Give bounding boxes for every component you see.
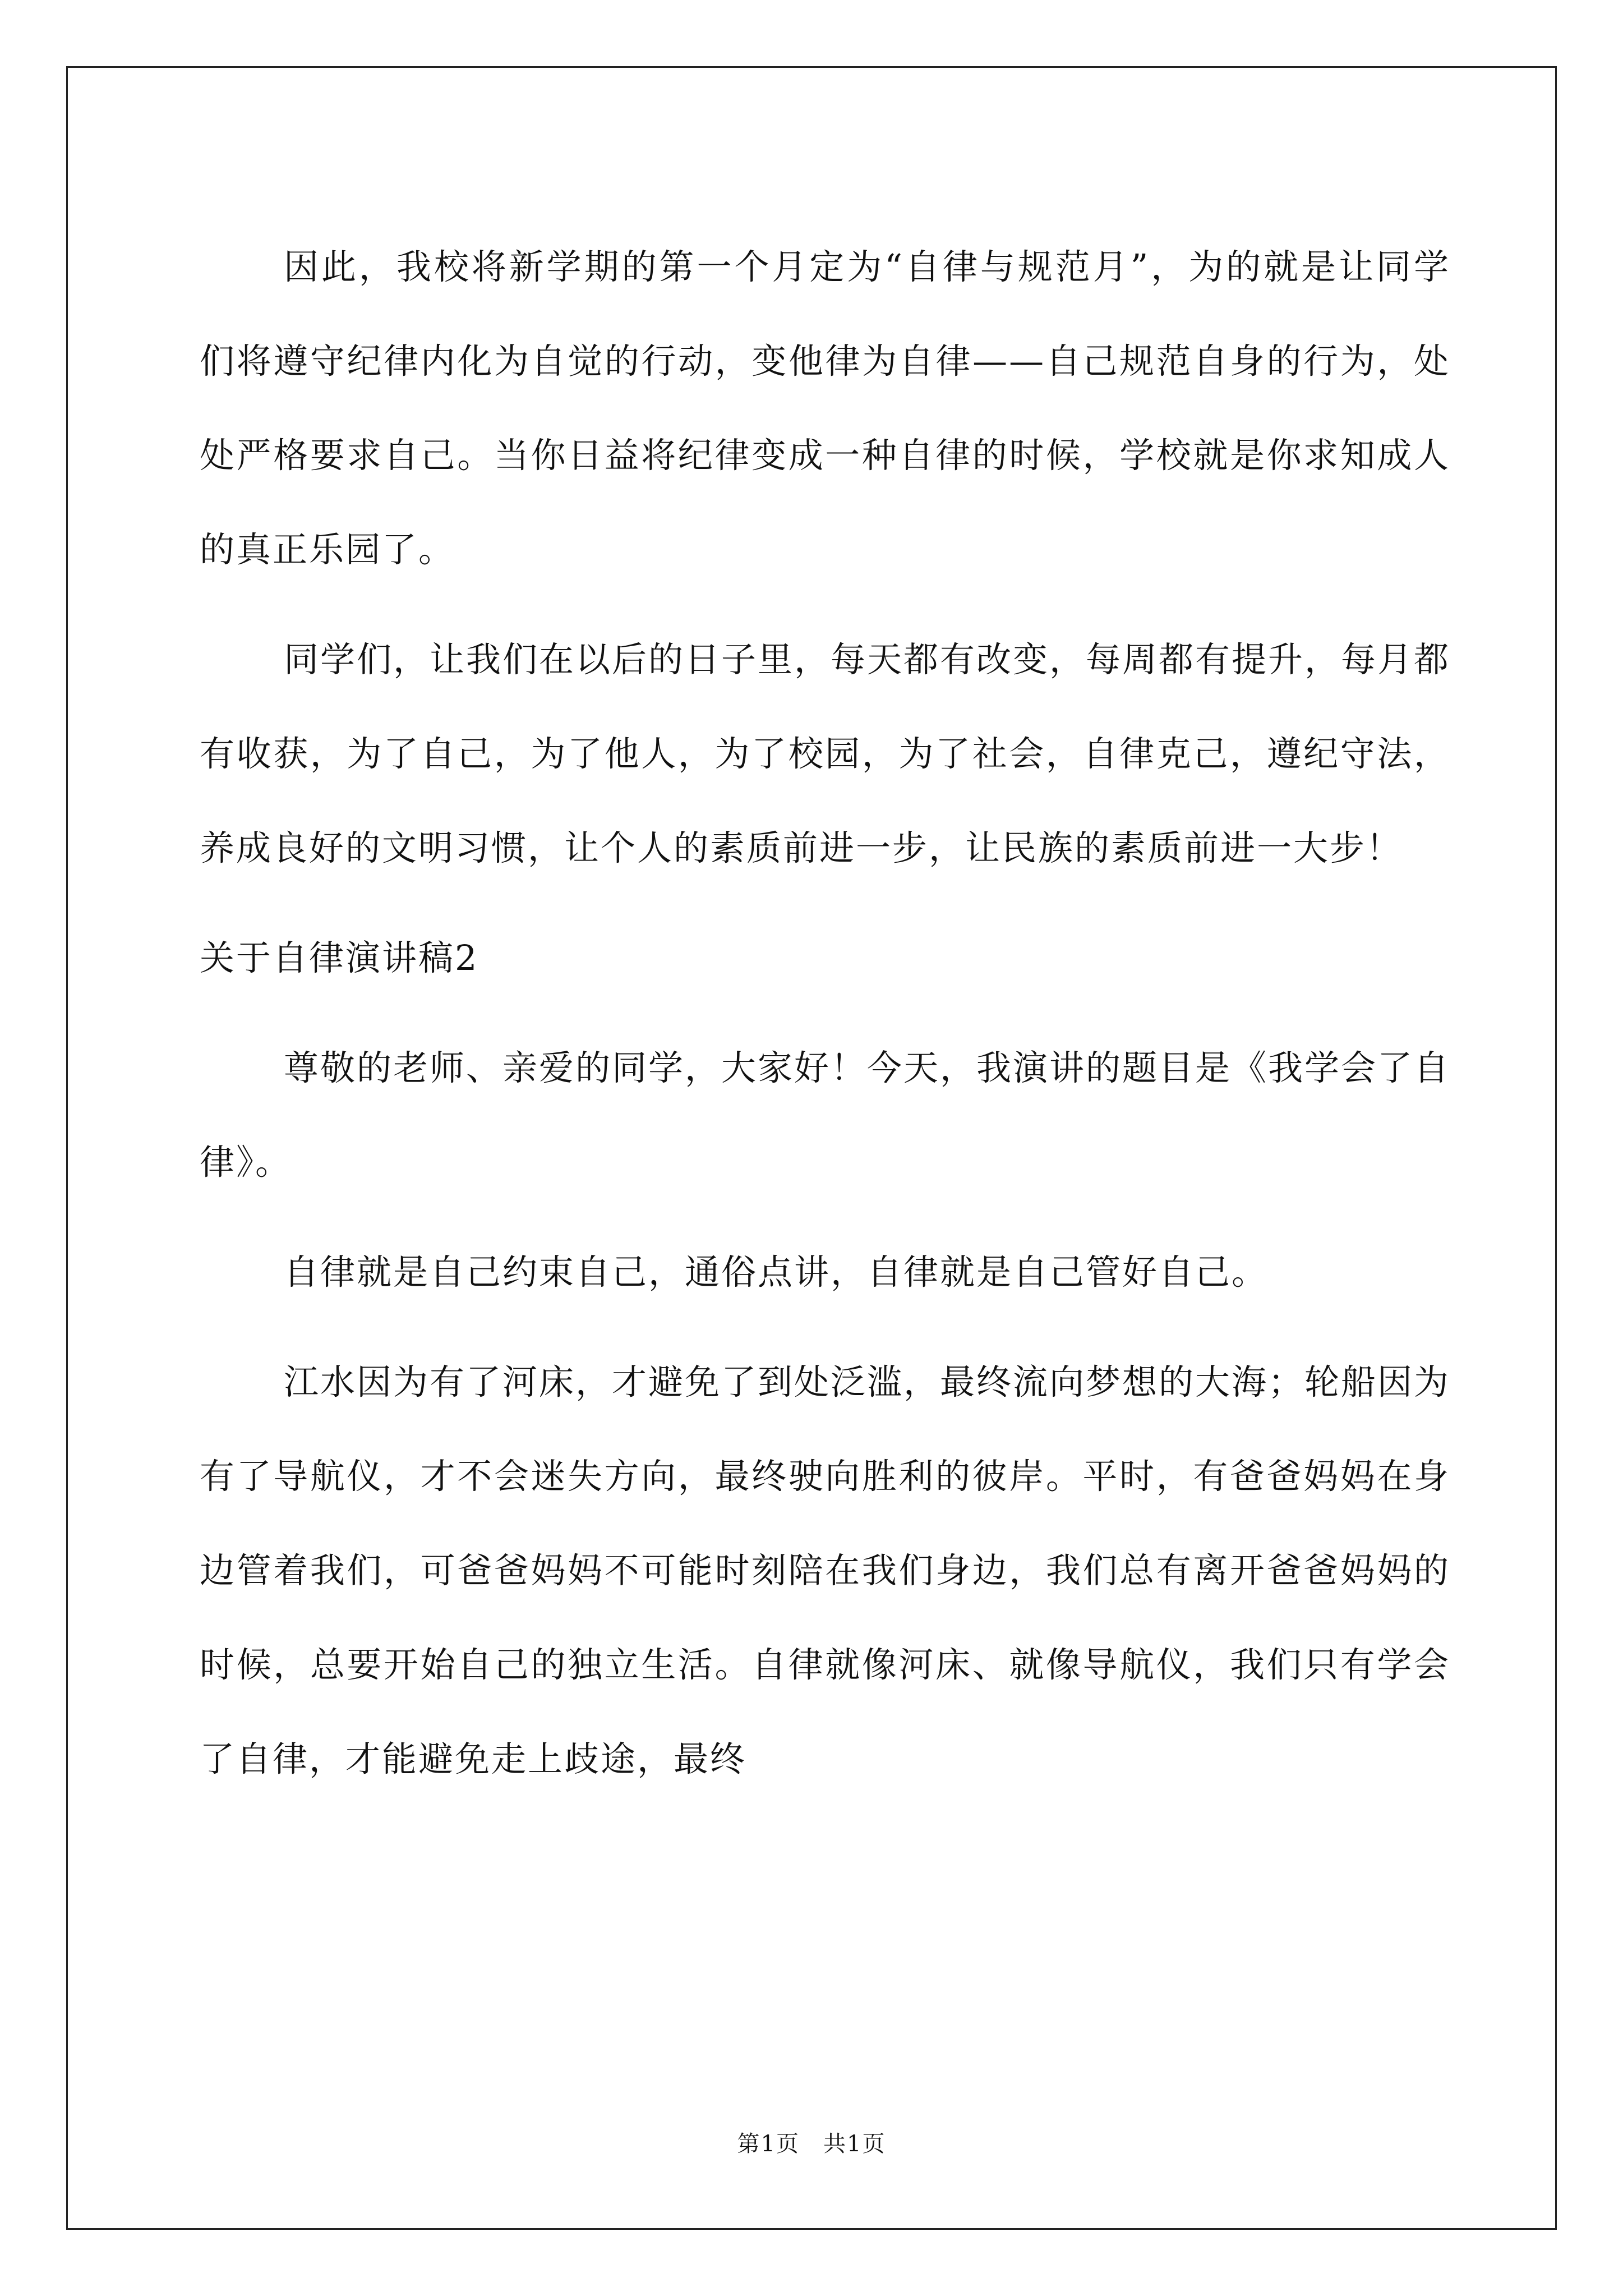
paragraph-3: 尊敬的老师、亲爱的同学，大家好！今天，我演讲的题目是《我学会了自律》。 (200, 1047, 1451, 1182)
page-footer: 第1页 共1页 (737, 2131, 886, 2157)
paragraph-4: 自律就是自己约束自己，通俗点讲，自律就是自己管好自己。 (284, 1251, 1269, 1292)
paragraph-5: 江水因为有了河床，才避免了到处泛滥，最终流向梦想的大海；轮船因为有了导航仪，才不会迷失方向，最终驶向胜利的彼岸。平时，有爸爸妈妈在身边管着我们，可爸爸妈妈不可能时刻陪在我们身边，我们总有离开爸爸妈妈的时候，总要开始自己的独立生活。自律就像河床、就像导航仪，我们只有学会了自律，才能避免走上歧途，最终 (200, 1361, 1451, 1779)
paragraph-1: 因此，我校将新学期的第一个月定为“自律与规范月”，为的就是让同学们将遵守纪律内化为自觉的行动，变他律为自律——自己规范自身的行为，处处严格要求自己。当你日益将纪律变成一种自律的时候，学校就是你求知成人的真正乐园了。 (200, 246, 1450, 570)
document-body (200, 220, 1450, 1822)
paragraph-2: 同学们，让我们在以后的日子里，每天都有改变，每周都有提升，每月都有收获，为了自己，为了他人，为了校园，为了社会，自律克己，遵纪守法，养成良好的文明习惯，让个人的素质前进一步，让民族的素质前进一大步！ (200, 639, 1451, 868)
section-heading: 关于自律演讲稿2 (200, 937, 479, 978)
